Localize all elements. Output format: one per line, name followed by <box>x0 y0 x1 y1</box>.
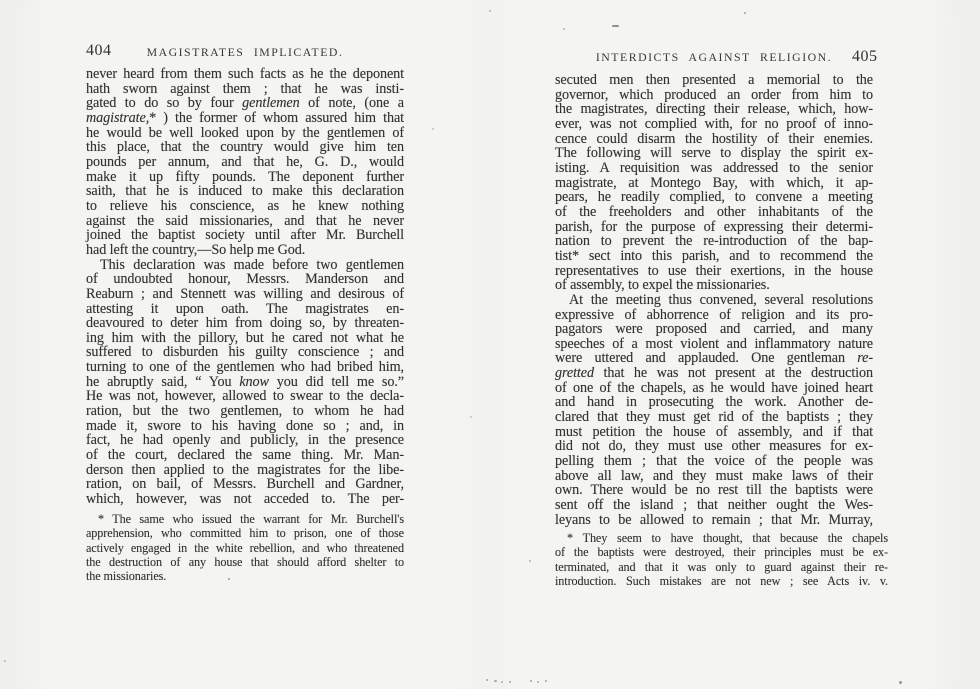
paragraph <box>555 531 888 588</box>
right-page <box>480 0 980 689</box>
text-line: magistrate, at Montego Bay, with which, it ap- <box>555 174 873 191</box>
text-line: fact, he had openly and publicly, in the presence <box>86 432 404 449</box>
paragraph <box>555 73 873 293</box>
text-line: pelling them ; that the voice of the people was <box>555 453 873 470</box>
left-page-footnote <box>86 512 404 583</box>
text-line: ever, was not complied with, for no proof of inno- <box>555 115 873 132</box>
text-line: must petition the house of assembly, and if that <box>555 423 873 440</box>
text-line: of assembly, to expel the missionaries. <box>555 277 770 294</box>
scan-speck <box>228 578 230 580</box>
text-line: expressive of abhorrence of religion and its pro- <box>555 306 873 323</box>
text-line: hath sworn against them ; that he was insti- <box>86 80 404 97</box>
text-line: saith, that he is induced to make this declaration <box>86 183 404 200</box>
scan-speck <box>612 25 619 27</box>
right-page-body <box>555 73 873 527</box>
text-line: never heard from them such facts as he the deponent <box>86 66 404 82</box>
scan-speck <box>470 416 472 418</box>
text-line: clared that they must get rid of the baptists ; they <box>555 409 873 426</box>
right-page-footnote <box>555 531 888 588</box>
text-line: speeches of a most violent and inflammatory nature <box>555 335 873 352</box>
text-line: pears, he readily complied, to convene a meeting <box>555 189 873 206</box>
text-line: against the said missionaries, and that he never <box>86 212 404 229</box>
text-line: nation to prevent the re-introduction of the bap- <box>555 233 873 250</box>
paragraph <box>86 512 404 583</box>
text-line: joined the baptist society until after Mr. Burchell <box>86 227 404 244</box>
text-line: made it, swore to his having done so ; and, in <box>86 417 404 434</box>
text-line: derson then applied to the magistrates for the libe- <box>86 461 404 478</box>
text-line: of one of the chapels, as he would have joined heart <box>555 379 873 396</box>
paragraph <box>86 258 404 507</box>
text-line: the missionaries. <box>86 569 167 584</box>
text-line: secuted men then presented a memorial to the <box>555 72 873 88</box>
text-line: sent off the island ; that neither ought the Wes- <box>555 497 873 514</box>
text-line: ing him with the pillory, but he cared not what he <box>86 329 404 346</box>
right-page-number: 405 <box>852 48 878 65</box>
text-line: which, however, was not acceded to. The per- <box>86 491 404 508</box>
text-line: above all law, and they must make laws of their <box>555 467 873 484</box>
text-line: * The same who issued the warrant for Mr. Burchell's <box>98 512 404 526</box>
right-running-head: INTERDICTS AGAINST RELIGION. <box>595 50 833 64</box>
text-line: At the meeting thus convened, several resolutions <box>569 291 873 308</box>
text-line: had left the country,—So help me God. <box>86 241 306 258</box>
text-line: parish, for the purpose of expressing their determi- <box>555 218 873 235</box>
text-line: introduction. Such mistakes are not new ; see Acts iv. v. <box>555 573 888 588</box>
text-line: deavoured to deter him from doing so, by threaten- <box>86 315 404 332</box>
text-line: he abruptly said, “ You know you did tell me so.” <box>86 373 404 390</box>
left-running-head: MAGISTRATES IMPLICATED. <box>146 45 344 59</box>
scan-speck <box>494 680 497 682</box>
scan-speck <box>537 681 539 683</box>
text-line: The following will serve to display the spirit ex- <box>555 145 873 162</box>
text-line: actively engaged in the white rebellion, and who threatened <box>86 540 404 555</box>
text-line: of undoubted honour, Messrs. Manderson and <box>86 271 404 288</box>
scan-speck <box>530 680 532 682</box>
text-line: isting. A requisition was addressed to the senior <box>555 159 873 176</box>
scan-speck <box>744 12 746 14</box>
text-line: This declaration was made before two gentlemen <box>100 256 404 273</box>
text-line: own. There would be no rest till the baptists were <box>555 482 873 499</box>
scan-speck <box>4 660 6 662</box>
text-line: of the court, declared the same thing. Mr. Man- <box>86 447 404 464</box>
scan-speck <box>509 681 511 683</box>
text-line: representatives to use their exertions, in the house <box>555 262 873 279</box>
text-line: to relieve his conscience, as he knew nothing <box>86 197 404 214</box>
text-line: make it up fifty pounds. The deponent further <box>86 168 404 185</box>
text-line: ration, on bail, of Messrs. Burchell and Gardner, <box>86 476 404 493</box>
text-line: apprehension, who committed him to prison, one of those <box>86 526 404 541</box>
text-line: Reaburn ; and Stennett was willing and desirous of <box>86 285 404 302</box>
text-line: the destruction of any house that should afford shelter to <box>86 554 404 569</box>
text-line: of the freeholders and other inhabitants of the <box>555 203 873 220</box>
text-line: suffered to disburden his guilty conscience ; and <box>86 344 404 361</box>
text-line: pagators were proposed and carried, and many <box>555 321 873 338</box>
paragraph <box>555 293 873 528</box>
text-line: pounds per annum, and that he, G. D., would <box>86 153 404 170</box>
text-line: did not do, they must use other measures for ex- <box>555 438 873 455</box>
text-line: he would be well looked upon by the gentlemen of <box>86 124 404 141</box>
scan-speck <box>432 128 434 130</box>
text-line: of the baptists were destroyed, their principles must be ex- <box>555 545 888 560</box>
text-line: this place, that the country would give him ten <box>86 139 404 156</box>
left-page-body <box>86 67 404 507</box>
left-page-number: 404 <box>86 42 112 59</box>
text-line: cence could disarm the hostility of their enemies. <box>555 130 873 147</box>
text-line: ration, but the two gentlemen, to whom he had <box>86 403 404 420</box>
text-line: tist* sect into this parish, and to recommend the <box>555 247 873 264</box>
text-line: gated to do so by four gentlemen of note, (one a <box>86 95 404 112</box>
text-line: terminated, and that it was only to guard against their re- <box>555 559 888 574</box>
scan-speck <box>501 681 503 683</box>
text-line: attesting it upon oath. The magistrates en- <box>86 300 404 317</box>
left-page <box>0 0 480 689</box>
scan-speck <box>563 28 565 30</box>
text-line: gretted that he was not present at the destruction <box>555 365 873 382</box>
text-line: leyans to be allowed to remain ; that Mr. Murray, <box>555 511 873 528</box>
text-line: governor, which produced an order from him to <box>555 86 873 103</box>
paragraph <box>86 67 404 258</box>
text-line: the magistrates, directing their release, which, how- <box>555 101 873 118</box>
text-line: were uttered and applauded. One gentleman re- <box>555 350 873 367</box>
text-line: and hand in prosecuting the work. Another de- <box>555 394 873 411</box>
scan-speck <box>529 560 531 562</box>
text-line: * They seem to have thought, that because the chapels <box>567 531 888 545</box>
scan-speck <box>489 10 491 12</box>
text-line: magistrate,* ) the former of whom assured him that <box>86 109 404 126</box>
scan-speck <box>899 681 902 684</box>
text-line: turning to one of the gentlemen who had bribed him, <box>86 359 404 376</box>
text-line: He was not, however, allowed to swear to the decla- <box>86 388 404 405</box>
scan-speck <box>545 680 547 682</box>
scan-speck <box>486 679 488 681</box>
